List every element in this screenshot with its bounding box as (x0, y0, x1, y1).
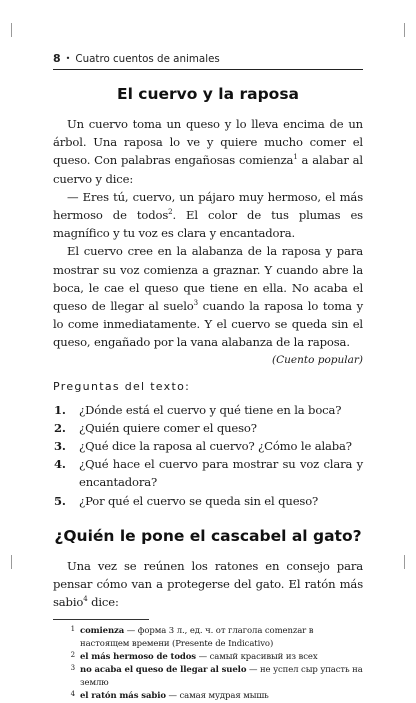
footnote-term: el más hermoso de todos (80, 652, 196, 663)
questions-heading: Preguntas del texto: (53, 379, 191, 393)
footnote-term: el ratón más sabio (80, 691, 166, 702)
question-number: 2. (54, 420, 66, 435)
footnote-rule (53, 619, 149, 620)
book-page (53, 52, 363, 703)
crop-mark (11, 23, 12, 37)
running-header (53, 52, 363, 66)
footnote-ref: 4 (83, 595, 88, 604)
question-item (53, 492, 363, 510)
footnote (53, 651, 363, 664)
footnote-term: no acaba el queso de llegar al suelo (80, 665, 247, 676)
question-text: ¿Qué dice la raposa al cuervo? ¿Cómo le alaba? (79, 439, 352, 454)
footnote (53, 625, 363, 651)
bullet-separator: • (65, 54, 71, 63)
question-text: ¿Qué hace el cuervo para mostrar su voz clara y encantadora? (79, 457, 363, 490)
story-title: ¿Quién le pone el cascabel al gato? (54, 526, 362, 545)
footnotes (53, 625, 363, 703)
footnote-gloss: — форма 3 л., ед. ч. от глагола comenzar в настоящем времени (Presente de Indicativo) (80, 626, 314, 650)
crop-mark (404, 23, 405, 37)
question-number: 1. (54, 402, 66, 417)
paragraph: Una vez se reúnen los ratones en consejo para pensar cómo van a protegerse del gato. El ratón más sabio$^4$ dice: (53, 558, 363, 610)
footnote-ref: 1 (293, 153, 298, 162)
question-item (53, 401, 363, 419)
footnote-gloss: — самая мудрая мышь (165, 691, 269, 702)
question-text: ¿Por qué el cuervo se queda sin el queso? (79, 493, 319, 508)
crop-mark (404, 555, 405, 569)
header-rule (53, 69, 363, 70)
footnote-ref: 2 (168, 208, 173, 217)
paragraph: Un cuervo toma un queso y lo lleva encima de un árbol. Una raposa lo ve y quiere mucho comer el queso. Con palabras engañosas comienza$^1$ a alabar al cuervo y dice: (53, 117, 363, 186)
running-title: Cuatro cuentos de animales (75, 53, 220, 65)
question-number: 4. (54, 457, 66, 472)
question-text: ¿Quién quiere comer el queso? (79, 420, 257, 435)
question-number: 5. (54, 493, 66, 508)
crop-mark (11, 555, 12, 569)
story-text (53, 557, 363, 612)
question-list (53, 401, 363, 510)
paragraph: El cuervo cree en la alabanza de la raposa y para mostrar su voz comienza a graznar. Y cuando abre la boca, le cae el queso que tiene en ella. No acaba el queso de llegar al suelo$^3$ cuando la raposa lo toma y lo come inmediatamente. Y el cuervo se queda sin el queso, engañado por la vana alabanza de la raposa. (53, 244, 363, 350)
footnote-marker: 3 (70, 664, 75, 673)
footnote-ref: 3 (193, 299, 198, 308)
story-title: El cuervo y la raposa (116, 85, 300, 103)
footnote-marker: 2 (70, 651, 75, 660)
question-item (53, 419, 363, 437)
footnote-gloss: — не успел сыр упасть на землю (80, 665, 363, 689)
footnote-term: comienza (80, 626, 125, 637)
footnote-gloss: — самый красивый из всех (196, 652, 318, 663)
question-item (53, 455, 363, 491)
paragraph: — Eres tú, cuervo, un pájaro muy hermoso, el más hermoso de todos$^2$. El color de tus plumas es magnífico y tu voz es clara y encantadora. (53, 189, 363, 241)
question-number: 3. (54, 439, 66, 454)
footnote (53, 664, 363, 690)
footnote-marker: 1 (70, 625, 75, 634)
question-text: ¿Dónde está el cuervo y qué tiene en la boca? (79, 402, 342, 417)
footnote (53, 690, 363, 703)
question-item (53, 437, 363, 455)
page-number: 8 (53, 52, 61, 65)
story-text (53, 115, 363, 368)
footnote-marker: 4 (70, 690, 75, 699)
story-source: (Cuento popular) (271, 353, 363, 366)
